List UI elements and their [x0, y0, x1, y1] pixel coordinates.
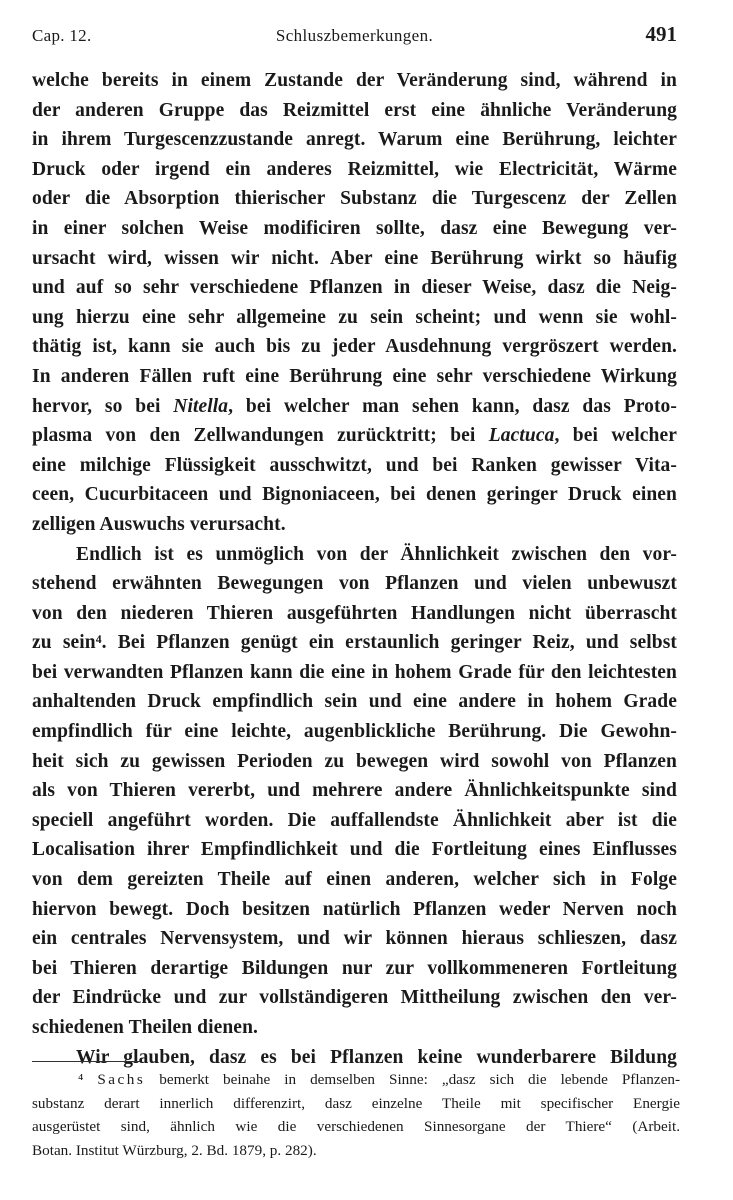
text-line: Localisation ihrer Empfindlichkeit und die Fortleitung eines Einflusses [32, 839, 677, 861]
text-line: speciell angeführt worden. Die auffallendste Ähnlichkeit aber ist die [32, 809, 677, 831]
text-line: der Eindrücke und zur vollständigeren Mittheilung zwischen den ver- [32, 987, 677, 1009]
text-line: von den niederen Thieren ausgeführten Handlungen nicht überrascht [32, 602, 677, 624]
footnote-line: ausgerüstet sind, ähnlich wie die verschiedenen Sinnesorgane der Thiere“ (Arbeit. [32, 1118, 680, 1135]
footnote-line [32, 1068, 680, 1092]
text-line: zelligen Auswuchs verursacht. [32, 513, 286, 535]
text-line: oder die Absorption thierischer Substanz die Turgescenz der Zellen [32, 188, 677, 210]
running-header [32, 22, 677, 54]
footnote-author: Sachs [97, 1071, 146, 1088]
footnote-line: Botan. Institut Würzburg, 2. Bd. 1879, p. 282). [32, 1141, 317, 1159]
text-line: heit sich zu gewissen Perioden zu bewegen wird sowohl von Pflanzen [32, 750, 677, 772]
text-line: anhaltenden Druck empfindlich sein und eine andere in hohem Grade [32, 691, 677, 713]
text-line: hiervon bewegt. Doch besitzen natürlich Pflanzen weder Nerven noch [32, 898, 677, 920]
text-line: bei verwandten Pflanzen kann die eine in hohem Grade für den leichtesten [32, 661, 677, 683]
footnote [32, 1068, 680, 1162]
species-name: Lactuca [488, 425, 555, 447]
species-name: Nitella [173, 395, 229, 417]
text-line: stehend erwähnten Bewegungen von Pflanzen und vielen unbewuszt [32, 573, 677, 595]
text-line: und auf so sehr verschiedene Pflanzen in dieser Weise, dasz die Neig- [32, 277, 677, 299]
text-line: ceen, Cucurbitaceen und Bignoniaceen, bei denen geringer Druck einen [32, 484, 677, 506]
text-line: thätig ist, kann sie auch bis zu jeder Ausdehnung vergröszert werden. [32, 336, 677, 358]
page-number: 491 [645, 22, 677, 46]
text-line: bei Thieren derartige Bildungen nur zur vollkommeneren Fortleitung [32, 957, 677, 979]
footnote-line: substanz derart innerlich differenzirt, dasz einzelne Theile mit specifischer Energie [32, 1094, 680, 1112]
text-line: welche bereits in einem Zustande der Veränderung sind, während in [32, 70, 677, 91]
text-line: empfindlich für eine leichte, augenblickliche Berührung. Die Gewohn- [32, 721, 677, 743]
text-line: zu sein⁴. Bei Pflanzen genügt ein erstaunlich geringer Reiz, und selbst [32, 632, 677, 654]
text-line: in einer solchen Weise modificiren sollte, dasz eine Bewegung ver- [32, 217, 677, 239]
text-line: ein centrales Nervensystem, und wir können hieraus schlieszen, dasz [32, 928, 677, 950]
text-line: In anderen Fällen ruft eine Berührung eine sehr verschiedene Wirkung [32, 365, 677, 387]
text-line: ung hierzu eine sehr allgemeine zu sein scheint; und wenn sie wohl- [32, 306, 677, 328]
body-text [32, 66, 677, 1072]
text-line: der anderen Gruppe das Reizmittel erst eine ähnliche Veränderung [32, 99, 677, 121]
footnote-marker: ⁴ [78, 1071, 84, 1088]
text-line: Wir glauben, dasz es bei Pflanzen keine wunderbarere Bildung [76, 1046, 677, 1068]
text-line: eine milchige Flüssigkeit ausschwitzt, und bei Ranken gewisser Vita- [32, 454, 677, 476]
footnote-text: bemerkt beinahe in demselben Sinne: „dasz sich die lebende Pflanzen- [159, 1071, 681, 1088]
text-line: ursacht wird, wissen wir nicht. Aber eine Berührung wirkt so häufig [32, 247, 677, 269]
text-line: Druck oder irgend ein anderes Reizmittel, wie Electricität, Wärme [32, 158, 677, 180]
running-title: Schluszbemerkungen. [275, 26, 434, 45]
text-line: schiedenen Theilen dienen. [32, 1017, 258, 1038]
text-line: in ihrem Turgescenzzustande anregt. Warum eine Berührung, leichter [32, 129, 677, 151]
chapter-label: Cap. 12. [32, 26, 92, 45]
text-line: von dem gereizten Theile auf einen anderen, welcher sich in Folge [32, 869, 677, 891]
text-line: plasma von den Zellwandungen zurücktritt; bei Lactuca, bei welcher [32, 425, 677, 447]
text-line: als von Thieren vererbt, und mehrere andere Ähnlichkeitspunkte sind [32, 780, 677, 802]
footnote-divider [32, 1061, 140, 1062]
text-line: Endlich ist es unmöglich von der Ähnlichkeit zwischen den vor- [76, 543, 677, 565]
text-line: hervor, so bei Nitella, bei welcher man sehen kann, dasz das Proto- [32, 395, 678, 417]
